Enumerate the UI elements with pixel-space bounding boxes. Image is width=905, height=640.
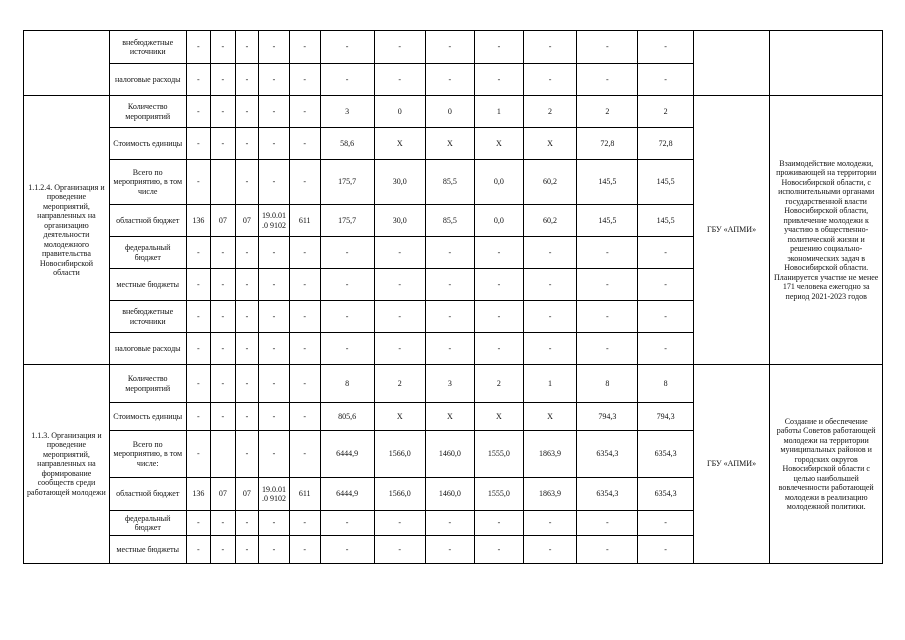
table-cell: -	[425, 536, 474, 564]
table-cell: -	[638, 237, 693, 269]
table-cell: -	[523, 301, 576, 333]
table-row	[24, 31, 883, 64]
table-cell: -	[186, 160, 211, 205]
table-cell: -	[425, 237, 474, 269]
table-cell: -	[374, 333, 425, 365]
table-cell: -	[211, 269, 236, 301]
table-cell: -	[186, 96, 211, 128]
table-cell: -	[289, 431, 320, 478]
row-label: налоговые расходы	[109, 333, 186, 365]
table-cell: -	[320, 269, 374, 301]
table-cell: X	[425, 403, 474, 431]
row-label: местные бюджеты	[109, 536, 186, 564]
table-cell: -	[186, 31, 211, 64]
table-cell: 72,8	[577, 128, 638, 160]
row-label: федеральный бюджет	[109, 511, 186, 536]
table-cell: 2	[523, 96, 576, 128]
table-cell: 1	[523, 365, 576, 403]
table-cell: 07	[211, 205, 236, 237]
table-cell: 1	[474, 96, 523, 128]
table-cell: 145,5	[638, 160, 693, 205]
table-cell	[211, 160, 236, 205]
table-cell: 6354,3	[577, 431, 638, 478]
table-cell: -	[474, 333, 523, 365]
table-cell: -	[638, 269, 693, 301]
table-cell: -	[235, 128, 259, 160]
table-cell: -	[186, 301, 211, 333]
table-row	[24, 365, 883, 403]
table-cell: 8	[638, 365, 693, 403]
table-cell: -	[235, 160, 259, 205]
table-cell: 1566,0	[374, 478, 425, 511]
table-cell: -	[289, 237, 320, 269]
table-cell: -	[235, 64, 259, 96]
table-cell: -	[320, 333, 374, 365]
table-cell: 175,7	[320, 205, 374, 237]
measure-title: 1.1.3. Организация и проведение мероприятий, направленных на формирование сообществ среди работающей молодежи	[24, 365, 110, 564]
table-cell: -	[211, 536, 236, 564]
table-cell: -	[577, 301, 638, 333]
table-cell: -	[235, 403, 259, 431]
table-cell: 07	[235, 205, 259, 237]
table-cell: -	[259, 365, 290, 403]
table-cell: -	[211, 301, 236, 333]
table-cell: -	[474, 536, 523, 564]
table-cell: 136	[186, 205, 211, 237]
table-cell: -	[425, 31, 474, 64]
table-cell: 60,2	[523, 205, 576, 237]
table-cell: 1863,9	[523, 431, 576, 478]
table-cell: -	[211, 333, 236, 365]
table-cell: 3	[320, 96, 374, 128]
table-cell: -	[523, 237, 576, 269]
table-cell: 794,3	[577, 403, 638, 431]
table-cell: -	[186, 403, 211, 431]
table-cell: 6354,3	[638, 478, 693, 511]
table-cell: 58,6	[320, 128, 374, 160]
table-cell: -	[425, 333, 474, 365]
table-cell: 6444,9	[320, 478, 374, 511]
table-cell: -	[235, 269, 259, 301]
table-cell: 145,5	[577, 205, 638, 237]
table-cell: -	[259, 333, 290, 365]
table-cell: 2	[638, 96, 693, 128]
table-cell: 6354,3	[638, 431, 693, 478]
table-cell: X	[523, 128, 576, 160]
table-cell: -	[289, 301, 320, 333]
table-cell: -	[259, 403, 290, 431]
table-cell: 30,0	[374, 160, 425, 205]
table-cell: -	[425, 269, 474, 301]
table-cell: -	[523, 511, 576, 536]
table-cell: -	[211, 365, 236, 403]
table-cell: -	[259, 128, 290, 160]
table-cell: -	[474, 64, 523, 96]
table-cell: -	[474, 31, 523, 64]
table-cell: 794,3	[638, 403, 693, 431]
table-cell: -	[320, 511, 374, 536]
table-cell: -	[289, 128, 320, 160]
table-cell: -	[374, 31, 425, 64]
expected-result-cell: Создание и обеспечение работы Советов работающей молодежи на территории муниципальных районов и городских округов Новосибирской области с целью наибольшей вовлеченности работающей молодежи в реализацию молодежной политики.	[770, 365, 883, 564]
table-cell: -	[235, 511, 259, 536]
table-cell: -	[638, 31, 693, 64]
table-cell: 611	[289, 478, 320, 511]
table-cell: X	[523, 403, 576, 431]
table-cell: -	[259, 237, 290, 269]
row-label: Количество мероприятий	[109, 365, 186, 403]
table-cell: -	[259, 536, 290, 564]
table-cell: -	[259, 431, 290, 478]
table-cell: -	[577, 333, 638, 365]
measure-title: 1.1.2.4. Организация и проведение мероприятий, направленных на организацию деятельности молодежного правительства Новосибирской области	[24, 96, 110, 365]
table-cell: 805,6	[320, 403, 374, 431]
table-cell: 175,7	[320, 160, 374, 205]
table-cell: -	[235, 365, 259, 403]
table-cell: -	[186, 333, 211, 365]
table-cell: 0,0	[474, 205, 523, 237]
table-cell: -	[186, 511, 211, 536]
table-cell: 6444,9	[320, 431, 374, 478]
table-cell: -	[186, 536, 211, 564]
table-cell: -	[523, 536, 576, 564]
table-cell: -	[474, 511, 523, 536]
table-cell: 1555,0	[474, 478, 523, 511]
table-cell: 60,2	[523, 160, 576, 205]
row-label: областной бюджет	[109, 205, 186, 237]
row-label: Всего по мероприятию, в том числе:	[109, 431, 186, 478]
table-cell: 85,5	[425, 205, 474, 237]
table-cell: -	[289, 333, 320, 365]
table-cell: -	[523, 31, 576, 64]
table-cell: 2	[374, 365, 425, 403]
row-label: налоговые расходы	[109, 64, 186, 96]
row-label: областной бюджет	[109, 478, 186, 511]
table-cell: 30,0	[374, 205, 425, 237]
table-cell: 1566,0	[374, 431, 425, 478]
table-cell: -	[211, 64, 236, 96]
table-cell: 0	[425, 96, 474, 128]
table-cell: -	[425, 301, 474, 333]
table-cell: -	[474, 269, 523, 301]
table-cell: -	[638, 511, 693, 536]
table-cell: -	[211, 403, 236, 431]
table-cell: -	[374, 269, 425, 301]
table-cell: -	[638, 64, 693, 96]
table-cell: -	[235, 31, 259, 64]
executor-cell	[693, 31, 770, 96]
table-cell: 19.0.01.0 9102	[259, 478, 290, 511]
expected-result-cell	[770, 31, 883, 96]
table-cell: X	[374, 403, 425, 431]
table-cell: -	[374, 237, 425, 269]
table-cell: -	[374, 511, 425, 536]
table-cell: -	[259, 160, 290, 205]
table-cell: -	[235, 333, 259, 365]
table-cell: 136	[186, 478, 211, 511]
table-cell: -	[523, 64, 576, 96]
table-cell: -	[577, 237, 638, 269]
table-cell: -	[259, 64, 290, 96]
table-cell: -	[289, 403, 320, 431]
table-cell: -	[374, 536, 425, 564]
table-cell: -	[289, 511, 320, 536]
table-cell: -	[289, 269, 320, 301]
row-label: федеральный бюджет	[109, 237, 186, 269]
row-label: местные бюджеты	[109, 269, 186, 301]
row-label: Количество мероприятий	[109, 96, 186, 128]
table-cell: -	[235, 536, 259, 564]
table-cell: 1460,0	[425, 478, 474, 511]
table-cell: -	[259, 269, 290, 301]
table-cell: -	[211, 31, 236, 64]
table-row	[24, 96, 883, 128]
table-cell: -	[259, 96, 290, 128]
table-cell: -	[186, 237, 211, 269]
table-cell: 611	[289, 205, 320, 237]
table-cell: -	[523, 333, 576, 365]
table-cell: -	[474, 301, 523, 333]
table-cell: -	[425, 511, 474, 536]
table-cell: X	[474, 403, 523, 431]
table-body	[24, 31, 883, 564]
table-cell: 145,5	[638, 205, 693, 237]
table-cell: -	[186, 431, 211, 478]
table-cell: X	[425, 128, 474, 160]
expected-result-cell: Взаимодействие молодежи, проживающей на территории Новосибирской области, с исполнительными органами государственной власти Новосибирской области, привлечение молодежи к участию в общественно-политической жизни и решению социально-экономических задач в Новосибирской области. Планируется участие не менее 171 человека ежегодно за период 2021-2023 годов	[770, 96, 883, 365]
table-cell: -	[211, 96, 236, 128]
executor-cell: ГБУ «АПМИ»	[693, 96, 770, 365]
table-cell: -	[374, 64, 425, 96]
table-cell: 1863,9	[523, 478, 576, 511]
table-cell: -	[186, 365, 211, 403]
table-cell: -	[577, 536, 638, 564]
table-cell: 2	[474, 365, 523, 403]
row-label: Стоимость единицы	[109, 403, 186, 431]
table-cell: -	[320, 536, 374, 564]
table-cell: -	[577, 31, 638, 64]
table-cell: -	[235, 301, 259, 333]
row-label: внебюджетные источники	[109, 31, 186, 64]
table-cell: 07	[235, 478, 259, 511]
table-cell: -	[289, 31, 320, 64]
table-cell: -	[259, 31, 290, 64]
table-cell: -	[289, 365, 320, 403]
table-cell: -	[186, 64, 211, 96]
table-cell: -	[320, 31, 374, 64]
table-cell: X	[374, 128, 425, 160]
executor-cell: ГБУ «АПМИ»	[693, 365, 770, 564]
table-cell: 8	[320, 365, 374, 403]
table-cell: -	[186, 128, 211, 160]
budget-table	[23, 30, 883, 564]
table-cell: 72,8	[638, 128, 693, 160]
table-cell: -	[577, 64, 638, 96]
table-cell: 8	[577, 365, 638, 403]
table-cell: -	[211, 511, 236, 536]
table-cell: -	[235, 96, 259, 128]
table-cell: -	[320, 301, 374, 333]
table-cell: -	[577, 269, 638, 301]
table-cell: 0	[374, 96, 425, 128]
table-cell: -	[320, 64, 374, 96]
table-cell: 85,5	[425, 160, 474, 205]
table-cell: 2	[577, 96, 638, 128]
table-cell: -	[211, 237, 236, 269]
table-cell	[211, 431, 236, 478]
row-label: внебюджетные источники	[109, 301, 186, 333]
table-cell: 19.0.01.0 9102	[259, 205, 290, 237]
measure-title	[24, 31, 110, 96]
table-cell: -	[186, 269, 211, 301]
table-cell: -	[638, 301, 693, 333]
table-cell: 1460,0	[425, 431, 474, 478]
table-cell: 6354,3	[577, 478, 638, 511]
table-cell: 1555,0	[474, 431, 523, 478]
table-cell: -	[289, 160, 320, 205]
table-cell: -	[289, 96, 320, 128]
table-cell: -	[638, 536, 693, 564]
table-cell: -	[474, 237, 523, 269]
table-cell: -	[235, 237, 259, 269]
table-cell: -	[235, 431, 259, 478]
table-cell: -	[320, 237, 374, 269]
table-cell: -	[289, 536, 320, 564]
table-cell: -	[259, 511, 290, 536]
table-cell: -	[577, 511, 638, 536]
table-cell: -	[289, 64, 320, 96]
row-label: Стоимость единицы	[109, 128, 186, 160]
table-cell: 3	[425, 365, 474, 403]
table-cell: X	[474, 128, 523, 160]
table-cell: 145,5	[577, 160, 638, 205]
table-cell: -	[425, 64, 474, 96]
table-cell: -	[211, 128, 236, 160]
table-cell: 0,0	[474, 160, 523, 205]
table-cell: -	[374, 301, 425, 333]
table-cell: -	[638, 333, 693, 365]
table-cell: -	[523, 269, 576, 301]
table-cell: -	[259, 301, 290, 333]
row-label: Всего по мероприятию, в том числе	[109, 160, 186, 205]
table-cell: 07	[211, 478, 236, 511]
